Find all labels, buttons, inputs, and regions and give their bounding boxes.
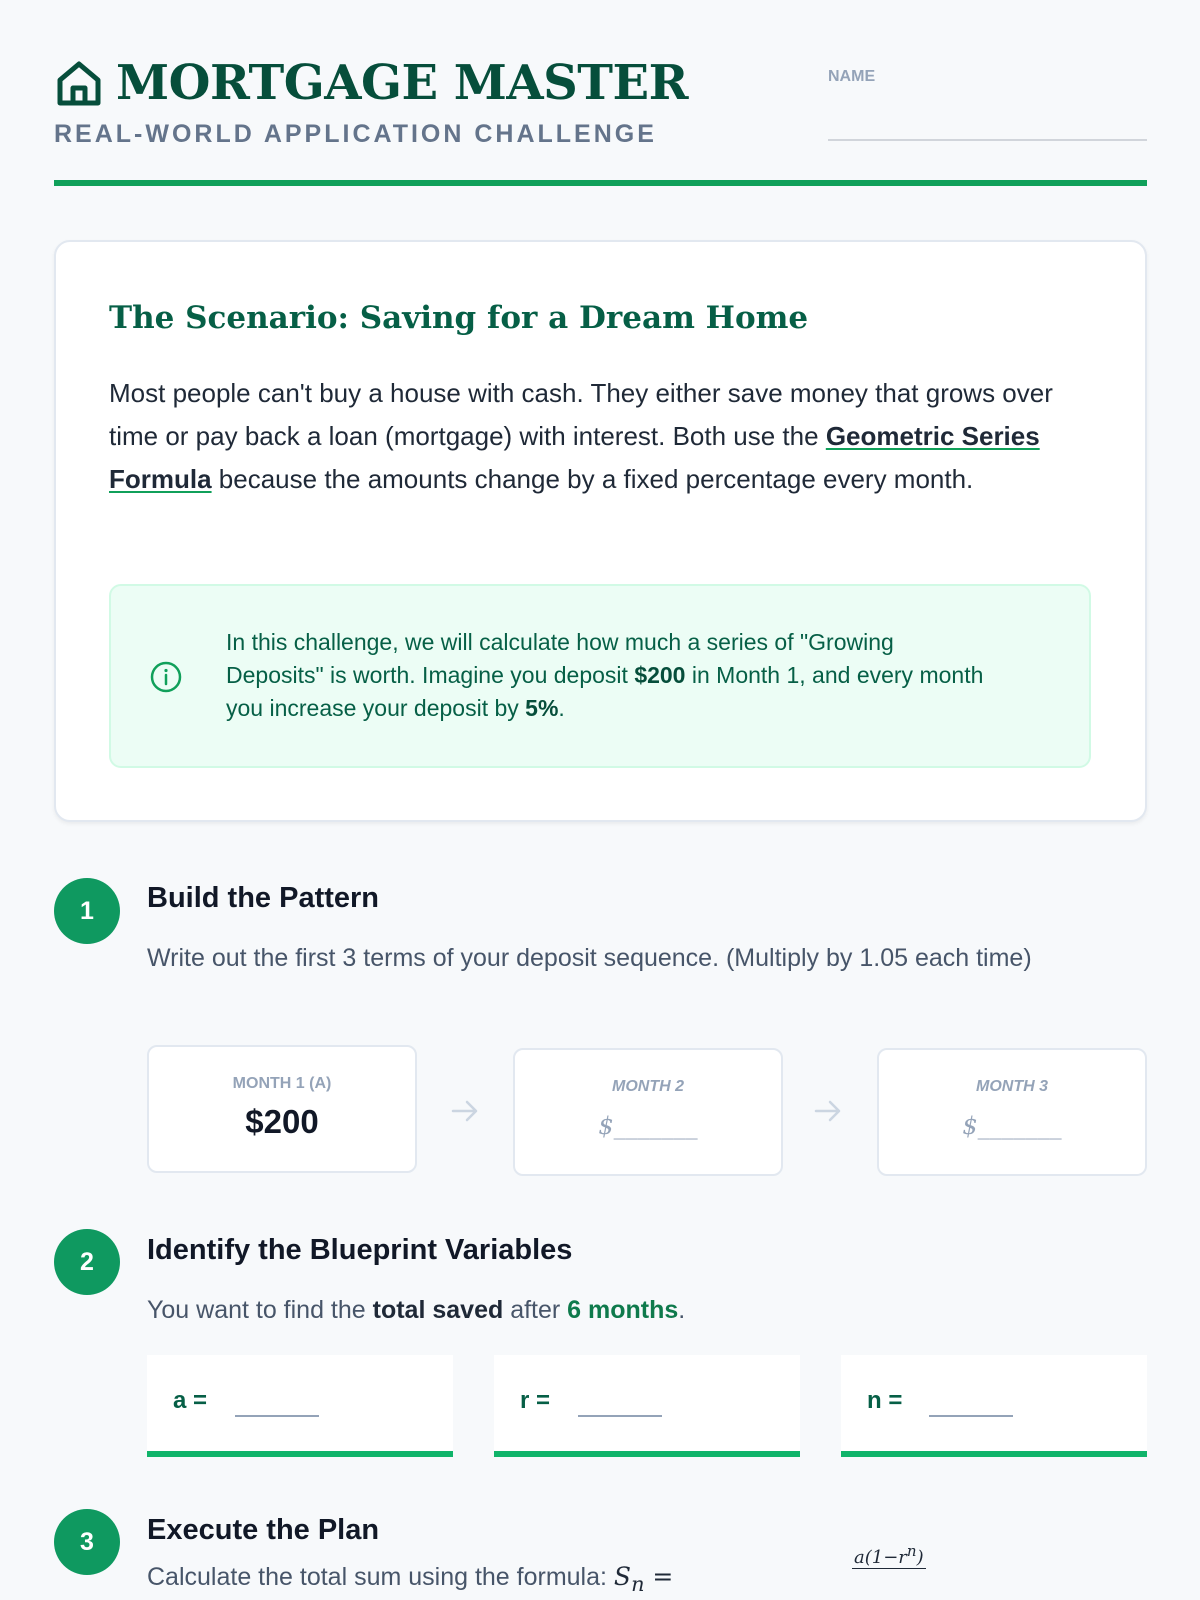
formula-link[interactable]: Geometric Series Formula [109,421,1040,494]
variable-blank[interactable] [578,1391,662,1417]
step-3-description [147,1542,924,1596]
step-2-text-2: after [503,1296,568,1324]
variable-n-field[interactable] [841,1355,1147,1457]
formula-num-text: a(1−r [854,1547,907,1568]
variable-blank[interactable] [235,1391,319,1417]
formula-equals: = [644,1562,674,1591]
variable-r-field[interactable] [494,1355,800,1457]
term-month-2[interactable] [513,1048,783,1176]
formula-numerator [852,1542,926,1569]
subtitle: REAL-WORLD APPLICATION CHALLENGE [54,120,657,148]
step-2-text-3: . [678,1296,686,1324]
callout-text-1: In this challenge, we will calculate how much a series of "Growing Deposits" is worth. Imagine you deposit [226,629,894,688]
variable-a-field[interactable] [147,1355,453,1457]
term-blank[interactable]: $_______ [962,1112,1062,1140]
variable-blank[interactable] [929,1391,1013,1417]
formula-lhs [613,1562,674,1596]
variable-label: n = [867,1387,903,1414]
formula-num-sup: n [906,1542,917,1560]
callout-text [226,626,986,725]
step-1-badge: 1 [54,878,120,944]
step-2-description [147,1290,1107,1330]
formula-s: S [613,1562,632,1591]
scenario-text-1: Most people can't buy a house with cash. They either save money that grows over time or pay back a loan (mortgage) with interest. Both use the [109,378,1053,451]
increase-rate: 5% [525,695,559,721]
step-3-text: Calculate the total sum using the formula: [147,1563,614,1591]
callout-text-2: in Month 1, and every month you increase your deposit by [226,662,984,721]
step-2-title: Identify the Blueprint Variables [147,1234,573,1266]
formula-fraction [852,1542,926,1568]
formula-num-end: ) [916,1547,924,1568]
term-value: $200 [245,1103,319,1140]
scenario-title: The Scenario: Saving for a Dream Home [109,300,809,336]
scenario-text-2: because the amounts change by a fixed percentage every month. [211,464,974,494]
step-2-text-1: You want to find the [147,1296,373,1324]
step-3-badge: 3 [54,1509,120,1575]
scenario-body [109,372,1099,501]
header-divider [54,180,1147,186]
arrow-right-icon [810,1093,846,1129]
brand [54,55,688,111]
house-icon [54,58,104,108]
step-3-title: Execute the Plan [147,1514,380,1546]
arrow-right-icon [447,1093,483,1129]
header [54,0,1147,188]
info-callout [109,584,1091,768]
name-label: NAME [828,68,876,85]
term-label: MONTH 2 [612,1078,684,1095]
name-field[interactable] [828,139,1147,141]
term-month-1 [147,1045,417,1173]
variable-label: r = [520,1387,551,1414]
term-month-3[interactable] [877,1048,1147,1176]
step-1-title: Build the Pattern [147,882,380,914]
variable-label: a = [173,1387,208,1414]
info-icon [149,660,183,694]
step-1-description: Write out the first 3 terms of your deposit sequence. (Multiply by 1.05 each time) [147,944,1032,972]
deposit-amount: $200 [634,662,686,688]
callout-text-3: . [558,695,565,721]
term-label: MONTH 3 [976,1078,1048,1095]
app-title: MORTGAGE MASTER [116,55,688,111]
term-label: MONTH 1 (A) [232,1075,332,1092]
worksheet [54,0,1147,1596]
term-blank[interactable]: $_______ [598,1112,698,1140]
formula-sub: n [631,1572,645,1596]
step-2-bold: total saved [372,1296,504,1324]
month-count: 6 months [567,1296,679,1324]
step-2-badge: 2 [54,1229,120,1295]
